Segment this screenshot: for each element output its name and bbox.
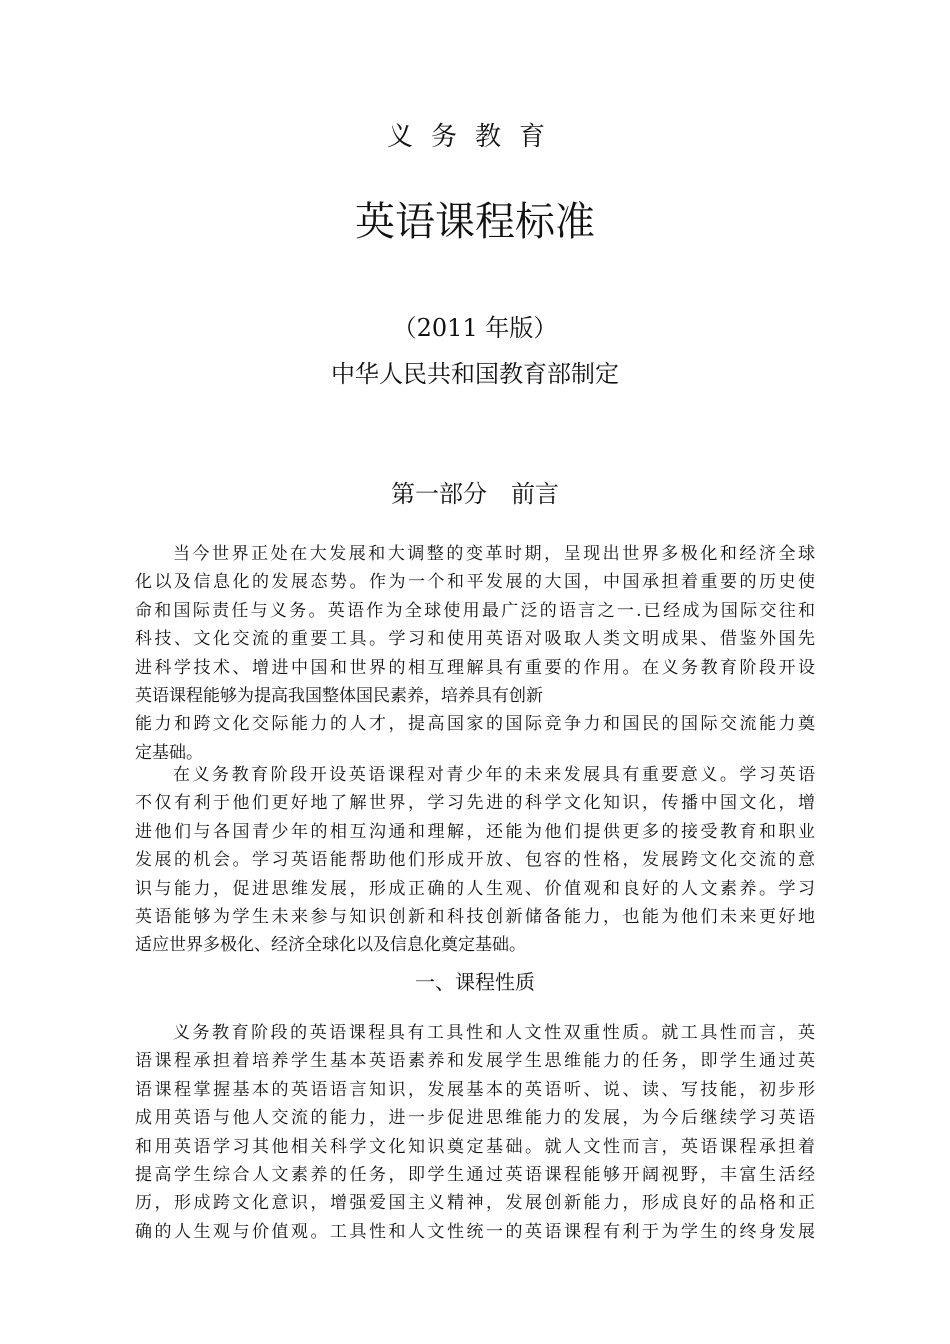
paragraph-2: [135, 761, 815, 960]
paragraph-line: 科技、文化交流的重要工具。学习和使用英语对吸取人类文明成果、借鉴外国先: [135, 629, 815, 650]
paragraph-line: 不仅有利于他们更好地了解世界，学习先进的科学文化知识，传播中国文化，增: [135, 793, 815, 814]
paragraph-line: 成用英语与他人交流的能力，进一步促进思维能力的发展，为今后继续学习英语: [135, 1108, 815, 1129]
paragraph-line: 化以及信息化的发展态势。作为一个和平发展的大国，中国承担着重要的历史使: [135, 572, 815, 593]
series-title: 义务教育: [386, 122, 563, 152]
paragraph-line: 命和国际责任与义务。英语作为全球使用最广泛的语言之一.已经成为国际交往和: [135, 600, 815, 621]
paragraph-line: 和用英语学习其他相关科学文化知识奠定基础。就人文性而言，英语课程承担着: [135, 1136, 815, 1157]
paragraph-line: 语课程承担着培养学生基本英语素养和发展学生思维能力的任务，即学生通过英: [135, 1051, 815, 1072]
paragraph-line: 在义务教育阶段开设英语课程对青少年的未来发展具有重要意义。学习英语: [173, 765, 815, 785]
paragraph-line: 英语能够为学生未来参与知识创新和科技创新储备能力，也能为他们未来更好地: [135, 907, 815, 928]
issuing-authority: 中华人民共和国教育部制定: [331, 360, 619, 388]
paragraph-line: 语课程掌握基本的英语语言知识，发展基本的英语听、说、读、写技能，初步形: [135, 1079, 815, 1100]
paragraph-line: 义务教育阶段的英语课程具有工具性和人文性双重性质。就工具性而言，英: [173, 1023, 815, 1043]
paragraph-line: 历，形成跨文化意识，增强爱国主义精神，发展创新能力，形成良好的品格和正: [135, 1193, 815, 1214]
paragraph-line: 当今世界正处在大发展和大调整的变革时期，呈现出世界多极化和经济全球: [173, 544, 815, 564]
paragraph-line: 能力和跨文化交际能力的人才，提高国家的国际竞争力和国民的国际交流能力奠: [135, 714, 815, 735]
paragraph-line: 定基础。: [135, 742, 203, 763]
paragraph-line: 进他们与各国青少年的相互沟通和理解，还能为他们提供更多的接受教育和职业: [135, 821, 815, 842]
document-title: 英语课程标准: [355, 199, 595, 245]
paragraph-line: 适应世界多极化、经济全球化以及信息化奠定基础。: [135, 935, 526, 956]
paragraph-line: 确的人生观与价值观。工具性和人文性统一的英语课程有利于为学生的终身发展: [135, 1221, 815, 1242]
section-heading: 一、课程性质: [415, 970, 535, 994]
paragraph-1: [135, 540, 815, 767]
paragraph-line: 进科学技术、增进中国和世界的相互理解具有重要的作用。在义务教育阶段开设: [135, 657, 815, 678]
paragraph-line: 英语课程能够为提高我国整体国民素养，培养具有创新: [135, 686, 543, 707]
paragraph-line: 识与能力，促进思维发展，形成正确的人生观、价值观和良好的人文素养。学习: [135, 878, 815, 899]
edition-label: （2011 年版）: [392, 314, 558, 342]
paragraph-line: 提高学生综合人文素养的任务，即学生通过英语课程能够开阔视野，丰富生活经: [135, 1165, 815, 1186]
paragraph-line: 发展的机会。学习英语能帮助他们形成开放、包容的性格，发展跨文化交流的意: [135, 850, 815, 871]
part-heading: 第一部分 前言: [391, 480, 559, 508]
paragraph-3: [135, 1019, 815, 1246]
